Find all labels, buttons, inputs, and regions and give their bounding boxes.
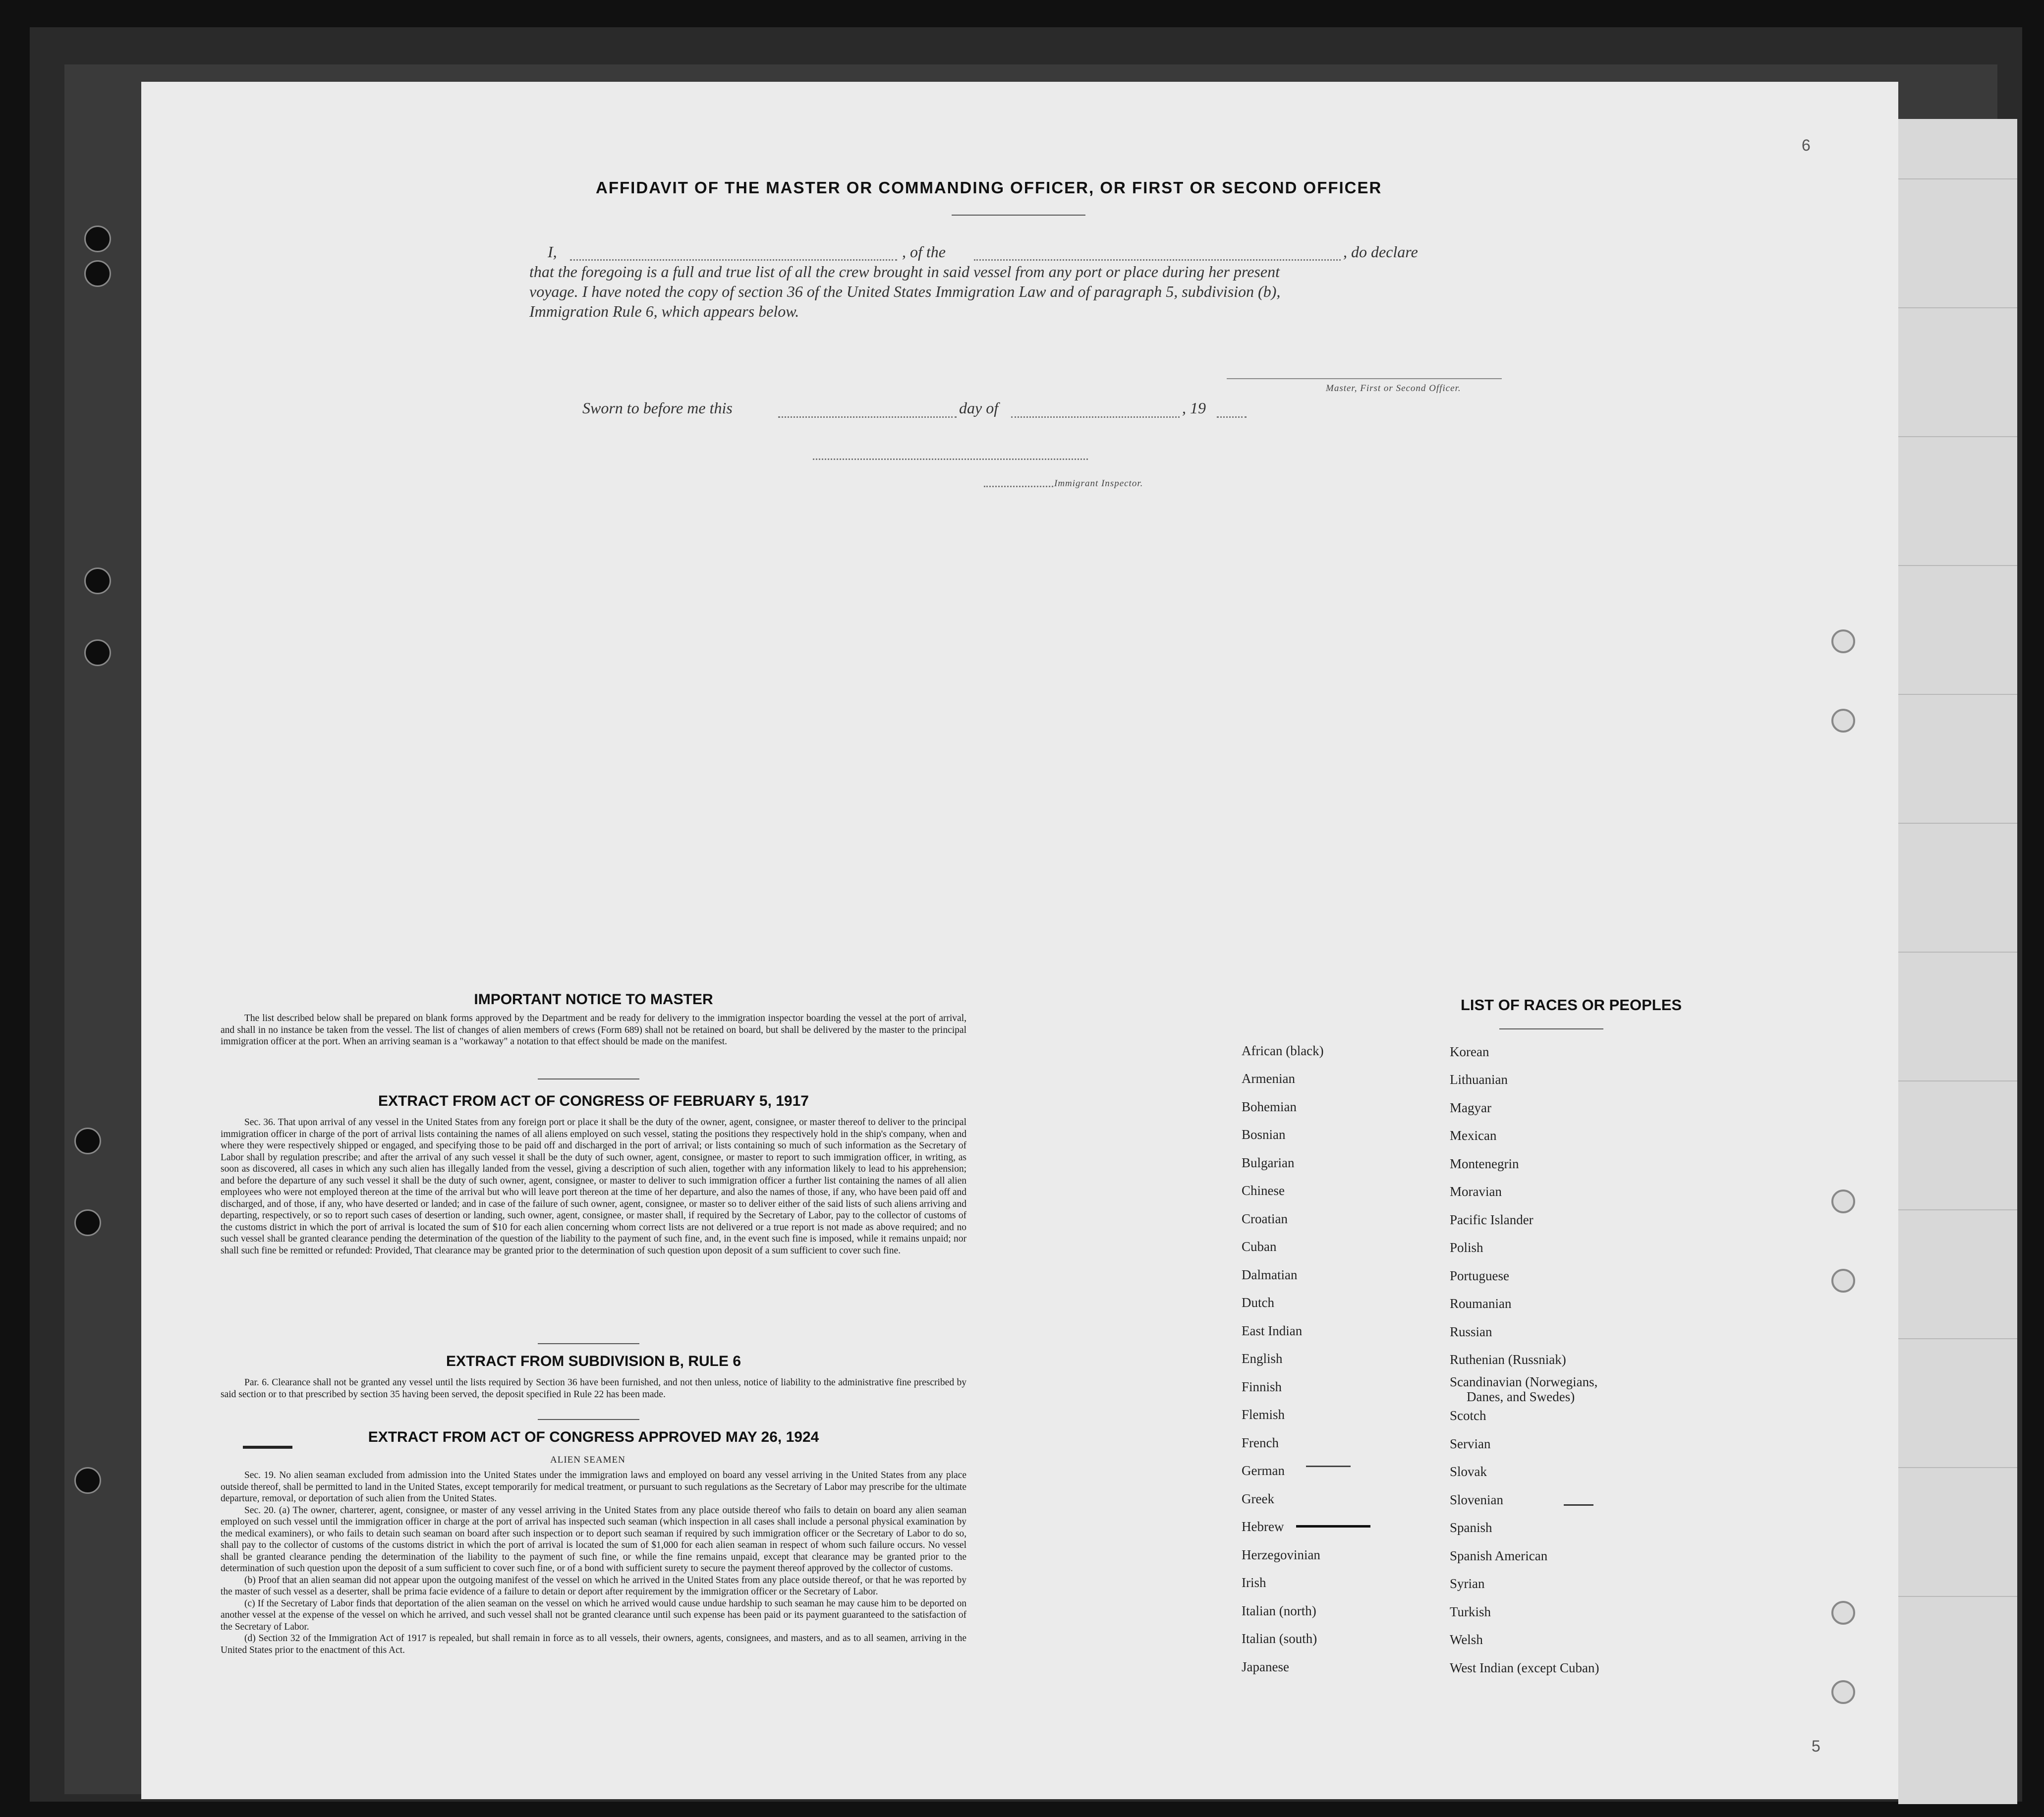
binder-hole bbox=[74, 1209, 101, 1236]
race-item: East Indian bbox=[1242, 1323, 1303, 1338]
race-item: Chinese bbox=[1242, 1183, 1285, 1198]
inspector-signature-blank[interactable] bbox=[813, 458, 1088, 460]
race-item: Hebrew bbox=[1242, 1519, 1284, 1534]
race-item: African (black) bbox=[1242, 1043, 1324, 1058]
sworn-prefix: Sworn to before me this bbox=[582, 399, 733, 417]
race-item: Spanish bbox=[1450, 1520, 1492, 1535]
binder-hole bbox=[84, 568, 111, 594]
race-item: Servian bbox=[1450, 1436, 1491, 1451]
sec-20a-paragraph: Sec. 20. (a) The owner, charterer, agent, consignee, or master of any vessel arriving in the United States from any place outside thereof who fails to detain on board any alien seaman employed on such vessel until the immigration officer in charge at the port of arrival has inspected such seaman (which inspection in all cases shall include a personal physical examination by the medical examiners), or who fails to detain such seaman on board after such inspection or to deport such seaman if required by such immigration officer or the Secretary of Labor to do so, shall pay to the collector of customs of the customs district in which the port of arrival is located the sum of $1,000 for each alien seaman in respect of whom such failure occurs. No vessel shall be granted clearance pending the determination of the liability to the payment of such fine, or while the fine remains unpaid, except that clearance may be granted prior to the determination of such question upon the deposit of a sum sufficient to cover such fine, or of a bond with sufficient surety to secure the payment thereof approved by the collector of customs. bbox=[221, 1505, 966, 1574]
race-item: West Indian (except Cuban) bbox=[1450, 1660, 1599, 1675]
binder-hole bbox=[1831, 629, 1855, 653]
race-item: Japanese bbox=[1242, 1659, 1289, 1674]
race-item: Dalmatian bbox=[1242, 1267, 1298, 1282]
title-underline bbox=[952, 215, 1085, 216]
binder-hole bbox=[1831, 1269, 1855, 1293]
race-item: Welsh bbox=[1450, 1632, 1483, 1647]
inspector-dots bbox=[984, 486, 1053, 487]
race-item: Moravian bbox=[1450, 1184, 1502, 1199]
race-item: Montenegrin bbox=[1450, 1156, 1519, 1171]
race-item: Russian bbox=[1450, 1324, 1492, 1339]
affidavit-do-declare: , do declare bbox=[1343, 243, 1418, 261]
sworn-year-prefix: , 19 bbox=[1182, 399, 1206, 417]
affidavit-line-2: voyage. I have noted the copy of section 36 of the United States Immigration Law and of paragraph 5, subdivision (b), bbox=[529, 283, 1281, 300]
race-item: Dutch bbox=[1242, 1295, 1274, 1310]
sec-20c-paragraph: (c) If the Secretary of Labor finds that deportation of the alien seaman on the vessel on which he arrived would cause undue hardship to such seaman he may cause him to be deported on another vessel at the expense of the vessel on which he arrived, and such vessel shall not be granted clearance until such expense has been paid or its payment guaranteed to the satisfaction of the Secretary of Labor. bbox=[221, 1598, 966, 1632]
race-item: English bbox=[1242, 1351, 1283, 1366]
race-item: Syrian bbox=[1450, 1576, 1485, 1591]
binder-hole bbox=[1831, 1190, 1855, 1213]
races-divider bbox=[1499, 1028, 1603, 1029]
ink-dash bbox=[1564, 1504, 1593, 1506]
affidavit-line-1: that the foregoing is a full and true list of all the crew brought in said vessel from any port or place during her present bbox=[529, 263, 1280, 281]
race-item: Korean bbox=[1450, 1044, 1489, 1059]
race-item: Armenian bbox=[1242, 1071, 1295, 1086]
sec-20d-paragraph: (d) Section 32 of the Immigration Act of 1917 is repealed, but shall remain in force as to all vessels, their owners, agents, consignees, and masters, and as to all seamen, arriving in the United States prior to the enactment of this Act. bbox=[221, 1633, 966, 1655]
binder-hole bbox=[1831, 1601, 1855, 1625]
race-item: French bbox=[1242, 1435, 1279, 1450]
binder-hole bbox=[84, 226, 111, 252]
race-item: Spanish American bbox=[1450, 1548, 1548, 1563]
race-item: Italian (north) bbox=[1242, 1603, 1316, 1618]
binder-hole bbox=[84, 260, 111, 287]
margin-mark-top: 6 bbox=[1802, 136, 1811, 154]
race-item: Roumanian bbox=[1450, 1296, 1512, 1311]
race-item: Scandinavian (Norwegians, bbox=[1450, 1374, 1598, 1389]
binder-hole bbox=[84, 639, 111, 666]
extract-1917-text: Sec. 36. That upon arrival of any vessel in the United States from any foreign port or place it shall be the duty of the owner, agent, consignee, or master thereof to deliver to the principal immigration officer in charge of the port of arrival lists containing the names of all aliens employed on such vessel, stating the positions they respectively hold in the ship's company, when and where they were respectively shipped or engaged, and specifying those to be paid off and discharged in the port of arrival; or lists containing so much of such information as the Secretary of Labor shall by regulation prescribe; and after the arrival of any such vessel it shall be the duty of such owner, agent, consignee, or master to report to such immigration officer, in writing, as soon as discovered, all cases in which any such alien has illegally landed from the vessel, giving a description of such alien, together with any information likely to lead to his apprehension; and before the departure of any such vessel it shall be the duty of such owner, agent, consignee, or master to deliver to such immigration officer a further list containing the names of all alien employees who were not employed thereon at the time of the arrival but who will leave port thereon at the time of her departure, and also the names of those, if any, who have been paid off and discharged, and of those, if any, who have deserted or landed; and in case of the failure of such owner, agent, consignee, or master so to deliver either of the said lists of such aliens arriving and departing, respectively, or so to report such cases of desertion or landing, such owner, agent, consignee, or master shall, if required by the Secretary of Labor, pay to the collector of customs of the customs district in which the port of arrival is located the sum of $10 for each alien concerning whom correct lists are not delivered or a true report is not made as above required; and no such vessel shall be granted clearance pending the determination of the question of the liability to the payment of such fine, and, in the event such fine is imposed, while it remains unpaid; nor shall such fine be remitted or refunded: Provided, That clearance may be granted prior to the determination of such question upon deposit of a sum sufficient to cover such fine. bbox=[221, 1117, 966, 1256]
race-item: Cuban bbox=[1242, 1239, 1277, 1254]
race-item: Croatian bbox=[1242, 1211, 1288, 1226]
affidavit-line-3: Immigration Rule 6, which appears below. bbox=[529, 302, 799, 320]
race-item: Herzegovinian bbox=[1242, 1547, 1320, 1562]
race-item: Pacific Islander bbox=[1450, 1212, 1533, 1227]
extract-1917-heading: EXTRACT FROM ACT OF CONGRESS OF FEBRUARY 5, 1917 bbox=[378, 1093, 809, 1109]
sworn-day-blank[interactable] bbox=[778, 416, 957, 418]
extract-1917-divider bbox=[538, 1343, 639, 1344]
race-item: Slovenian bbox=[1450, 1492, 1503, 1507]
binder-hole bbox=[1831, 1680, 1855, 1704]
race-item: Scotch bbox=[1450, 1408, 1486, 1423]
race-item-continued: Danes, and Swedes) bbox=[1467, 1389, 1575, 1404]
rule6-divider bbox=[538, 1419, 639, 1420]
underlying-ledger-strip bbox=[1898, 119, 2017, 1804]
race-item: Finnish bbox=[1242, 1379, 1282, 1394]
race-item: Irish bbox=[1242, 1575, 1266, 1590]
sworn-day-of: day of bbox=[959, 399, 999, 417]
notice-heading: IMPORTANT NOTICE TO MASTER bbox=[474, 991, 713, 1008]
race-item: Greek bbox=[1242, 1491, 1274, 1506]
race-item: Mexican bbox=[1450, 1128, 1497, 1143]
affidavit-pronoun: I, bbox=[548, 243, 557, 261]
race-item: Bosnian bbox=[1242, 1127, 1286, 1142]
sworn-year-blank[interactable] bbox=[1217, 416, 1247, 418]
race-item: Ruthenian (Russniak) bbox=[1450, 1352, 1566, 1367]
notice-text: The list described below shall be prepared on blank forms approved by the Department and be ready for delivery to the immigration inspector boarding the vessel at the port of arrival, and shall in no instance be taken from the vessel. The list of changes of alien members of crews (Form 689) shall not be retained on board, but shall be delivered by the master to the principal immigration officer at the port. When an arriving seaman is a "workaway" a notation to that effect should be made on the manifest. bbox=[221, 1013, 966, 1047]
race-item: Bulgarian bbox=[1242, 1155, 1295, 1170]
margin-mark-bottom: 5 bbox=[1812, 1737, 1820, 1755]
alien-seamen-subheading: ALIEN SEAMEN bbox=[550, 1455, 625, 1465]
vessel-blank[interactable] bbox=[974, 259, 1341, 261]
race-item: German bbox=[1242, 1463, 1285, 1478]
sec-19-paragraph: Sec. 19. No alien seaman excluded from admission into the United States under the immigration laws and employed on board any vessel arriving in the United States from any place outside thereof, shall be permitted to land in the United States, except temporarily for medical treatment, or pursuant to such regulations as the Secretary of Labor may prescribe for the ultimate departure, removal, or deportation of such alien from the United States. bbox=[221, 1470, 966, 1504]
race-item: Lithuanian bbox=[1450, 1072, 1508, 1087]
race-item: Flemish bbox=[1242, 1407, 1285, 1422]
race-item: Polish bbox=[1450, 1240, 1483, 1255]
inspector-label: Immigrant Inspector. bbox=[1054, 478, 1143, 489]
race-item: Turkish bbox=[1450, 1604, 1491, 1619]
binder-hole bbox=[74, 1467, 101, 1494]
binder-hole bbox=[74, 1128, 101, 1154]
affidavit-sheet bbox=[141, 82, 1898, 1799]
ink-dash bbox=[1306, 1466, 1351, 1467]
race-item: Italian (south) bbox=[1242, 1631, 1317, 1646]
race-item: Bohemian bbox=[1242, 1099, 1297, 1114]
signature-line[interactable] bbox=[1227, 378, 1502, 379]
affidavit-of-the: , of the bbox=[902, 243, 946, 261]
pen-mark bbox=[243, 1446, 292, 1449]
sec-20b-paragraph: (b) Proof that an alien seaman did not appear upon the outgoing manifest of the vessel on which he arrived in the United States from any place outside thereof, or that he was reported by the master of such vessel as a deserter, shall be prima facie evidence of a failure to detain or deport after requirement by the immigration officer or the Secretary of Labor. bbox=[221, 1575, 966, 1597]
affidavit-title: AFFIDAVIT OF THE MASTER OR COMMANDING OFFICER, OR FIRST OR SECOND OFFICER bbox=[596, 178, 1382, 197]
name-blank[interactable] bbox=[570, 259, 897, 261]
ink-dash bbox=[1296, 1525, 1370, 1528]
race-item: Magyar bbox=[1450, 1100, 1491, 1115]
race-item: Slovak bbox=[1450, 1464, 1487, 1479]
signature-label: Master, First or Second Officer. bbox=[1326, 383, 1461, 394]
sworn-month-blank[interactable] bbox=[1011, 416, 1180, 418]
extract-1924-heading: EXTRACT FROM ACT OF CONGRESS APPROVED MAY 26, 1924 bbox=[368, 1429, 819, 1445]
rule6-heading: EXTRACT FROM SUBDIVISION B, RULE 6 bbox=[446, 1353, 741, 1369]
binder-hole bbox=[1831, 709, 1855, 733]
races-heading: LIST OF RACES OR PEOPLES bbox=[1460, 996, 1682, 1014]
extract-1924-text bbox=[221, 1470, 966, 1656]
race-item: Portuguese bbox=[1450, 1268, 1509, 1283]
rule6-text: Par. 6. Clearance shall not be granted any vessel until the lists required by Section 36 have been furnished, and not then unless, notice of liability to the administrative fine prescribed by said section or to that prescribed by section 35 having been served, the deposit specified in Rule 22 has been made. bbox=[221, 1377, 966, 1400]
